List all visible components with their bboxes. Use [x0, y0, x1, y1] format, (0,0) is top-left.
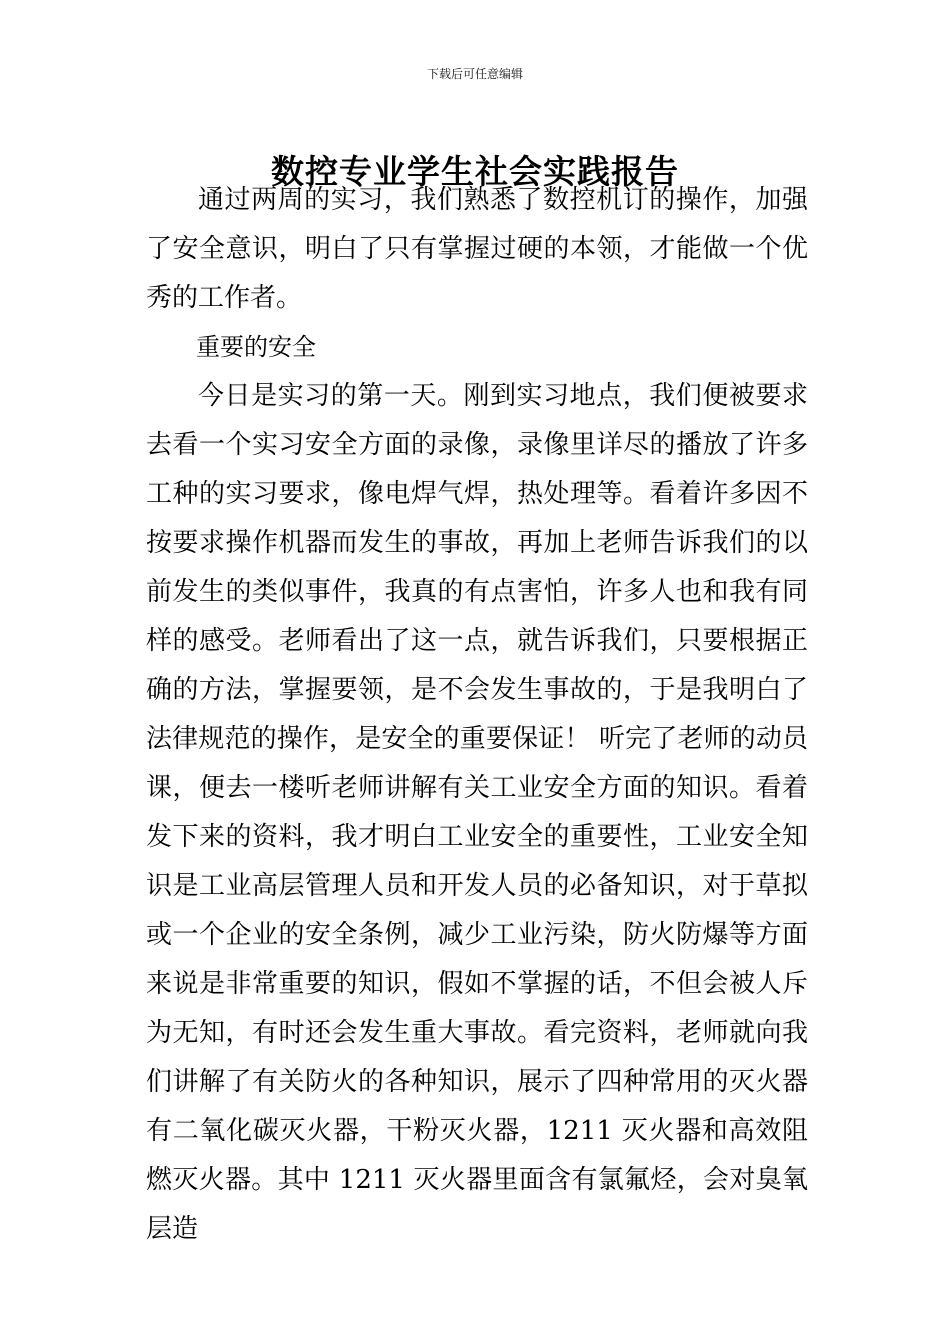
- section-paragraph: 今日是实习的第一天。刚到实习地点，我们便被要求去看一个实习安全方面的录像，录像里详尽的播放了许多工种的实习要求，像电焊气焊，热处理等。看着许多因不按要求操作机器而发生的事故，再加上老师告诉我们的以前发生的类似事件，我真的有点害怕，许多人也和我有同样的感受。老师看出了这一点，就告诉我们，只要根据正确的方法，掌握要领，是不会发生事故的，于是我明白了法律规范的操作，是安全的重要保证！ 听完了老师的动员课，便去一楼听老师讲解有关工业安全方面的知识。看着发下来的资料，我才明白工业安全的重要性，工业安全知识是工业高层管理人员和开发人员的必备知识，对于草拟或一个企业的安全条例，减少工业污染，防火防爆等方面来说是非常重要的知识，假如不掌握的话，不但会被人斥为无知，有时还会发生重大事故。看完资料，老师就向我们讲解了有关防火的各种知识，展示了四种常用的灭火器有二氧化碳灭火器，干粉灭火器，1211 灭火器和高效阻燃灭火器。其中 1211 灭火器里面含有氯氟烃，会对臭氧层造: [146, 381, 808, 1244]
- document-body: [146, 176, 808, 1254]
- document-title: 数控专业学生社会实践报告: [271, 152, 679, 192]
- header-note: 下载后可任意编辑: [426, 67, 523, 81]
- intro-paragraph: 通过两周的实习，我们熟悉了数控机订的操作，加强了安全意识，明白了只有掌握过硬的本领，才能做一个优秀的工作者。: [146, 185, 808, 313]
- section-heading: 重要的安全: [196, 333, 316, 361]
